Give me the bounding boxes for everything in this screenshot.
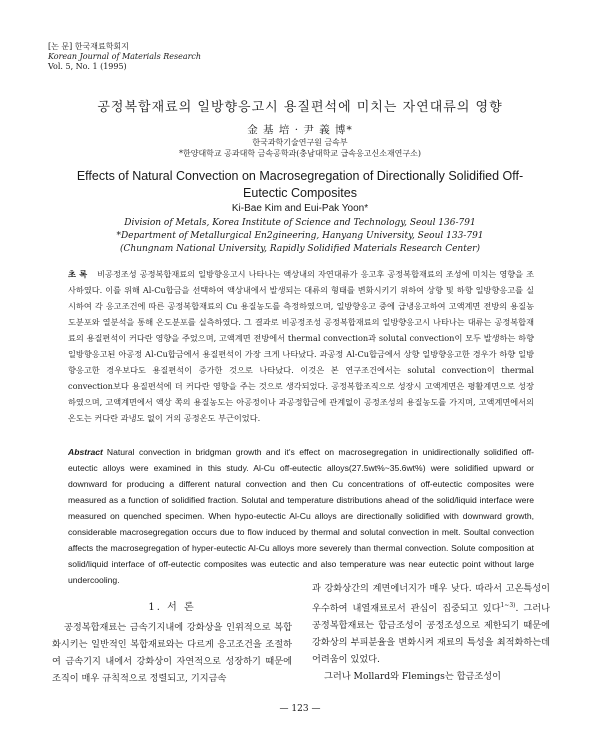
affiliation-korean-2: *한양대학교 공과대학 금속공학과(충남대학교 급속응고신소재연구소) — [179, 149, 421, 158]
journal-header — [48, 42, 201, 72]
body-text-right-1b: . 그러나 공정복합재료는 합금조성이 공정조성으로 제한되기 때문에 강화상의 부피분율을 변화시켜 재료의 특성을 최적화하는데 어려움이 있었다. — [312, 603, 551, 666]
journal-volume: Vol. 5, No. 1 (1995) — [48, 62, 127, 71]
journal-name-ko: [논 문] 한국재료학회지 — [48, 42, 129, 51]
abstract-english-text: Natural convection in bridgman growth and it's effect on macrosegregation in unidirectionally solidified off-eutectic alloys were examined in this study. Al-Cu off-eutectic alloys(27.5wt%~35.6wt%) were solidified upward or downward for producing a different natural convection and then Cu concentrations of off-eutectic composites were measured as a function of solidified fraction. Solutal and temperature distributions ahead of the solid/liquid interface were measured on quenched specimen. When hypo-eutectic Al-Cu alloys are directionally solidified with downward growth, considerable macrosegregation occurs due to flow induced by thermal and solutal convection in melt. Soultal convection affects the macrosegregation of hyper-eutectic Al-Cu alloys more severely than thermal convection. Solute composition at solid/liquid interface of off-eutectic composites was eutectic and also temperature was near eutectic point without large undercooling. — [68, 447, 534, 585]
authors-korean: 金 基 培 · 尹 義 博* — [247, 124, 353, 136]
body-text-right-1a: 과 강화상간의 계면에너지가 매우 낮다. 따라서 고온특성이 우수하여 내열재료로서 관심이 집중되고 있다 — [312, 583, 550, 615]
abstract-english — [68, 444, 534, 588]
body-paragraph-right-2: 그러나 Mollard와 Flemings는 합금조성이 — [324, 671, 501, 683]
body-column-right — [312, 580, 550, 685]
journal-name-en: Korean Journal of Materials Research — [48, 52, 202, 61]
reference-superscript: 1~3) — [500, 602, 516, 609]
affiliation-english-3: (Chungnam National University, Rapidly Solidified Materials Research Center) — [120, 244, 480, 254]
page-number: — 123 — — [279, 704, 321, 714]
abstract-korean — [68, 266, 534, 426]
body-column-left — [52, 598, 292, 687]
abstract-english-label: Abstract — [68, 447, 103, 457]
title-english: Effects of Natural Convection on Macrosegregation of Directionally Solidified Off-Eutectic Composites — [76, 169, 524, 200]
abstract-korean-text: 비공정조성 공정복합재료의 일방향응고시 나타나는 액상내의 자연대류가 응고후 공정복합재료의 조성에 미치는 영향을 조사하였다. 이를 위해 Al-Cu합금을 선택하여 액상내에서 발생되는 대류의 형태를 변화시키기 위하여 상향 및 하향 일방향응고를 실시하여 각 응고조건에 따른 공정복합재료의 Cu 용질농도를 측정하였으며, 일방향응고 중에 급냉응고하여 고액계면 전방의 용질농도분포와 열분석을 통해 온도분포를 실측하였다. 그 결과로 비공정조성 공정복합재료의 일방향응고시 나타나는 대류는 공정복합재료의 용질편석이 커다란 영향을 주었으며, 고액계면 전방에서 thermal convection과 solutal convection이 모두 발생하는 하향 일방향응고된 아공정 Al-Cu합금에서 용질편석이 가장 크게 나타났다. 과공정 Al-Cu합금에서 상향 일방향응고한 경우가 하향 일방향응고한 경우보다도 용질편석이 증가한 것으로 나타났다. 이것은 본 연구조건에서는 solutal convection이 thermal convection보다 용질편석에 더 커다란 영향을 주는 것으로 생각되었다. 공정복합조직으로 성장시 고액계면은 평활계면으로 성장하였으며, 고액계면에서 액상 쪽의 용질농도는 아공정이나 과공정합금에 관계없이 공정조성의 용질농도를 가지며, 고액계면에서의 온도는 커다란 과냉도 없이 거의 공정온도 부근이었다. — [68, 269, 535, 423]
authors-english: Ki-Bae Kim and Eui-Pak Yoon* — [231, 203, 369, 214]
abstract-korean-label: 초 록 — [68, 269, 88, 279]
affiliation-english-1: Division of Metals, Korea Institute of Science and Technology, Seoul 136-791 — [124, 218, 476, 228]
body-paragraph-left: 공정복합재료는 금속기지내에 강화상을 인위적으로 복합화시키는 일반적인 복합재료와는 다르게 응고조건을 조절하여 금속기지 내에서 강화상이 자연적으로 성장하기 때문에 조직이 매우 규칙적으로 정렬되고, 기지금속 — [52, 622, 292, 684]
affiliation-korean-1: 한국과학기술연구원 금속부 — [252, 138, 348, 147]
body-paragraph-right-1 — [312, 580, 550, 668]
affiliation-english-2: *Department of Metallurgical En2gineering, Hanyang University, Seoul 133-791 — [116, 231, 484, 241]
section-title: 1. 서 론 — [148, 602, 196, 613]
title-korean: 공정복합재료의 일방향응고시 용질편석에 미치는 자연대류의 영향 — [97, 100, 503, 115]
